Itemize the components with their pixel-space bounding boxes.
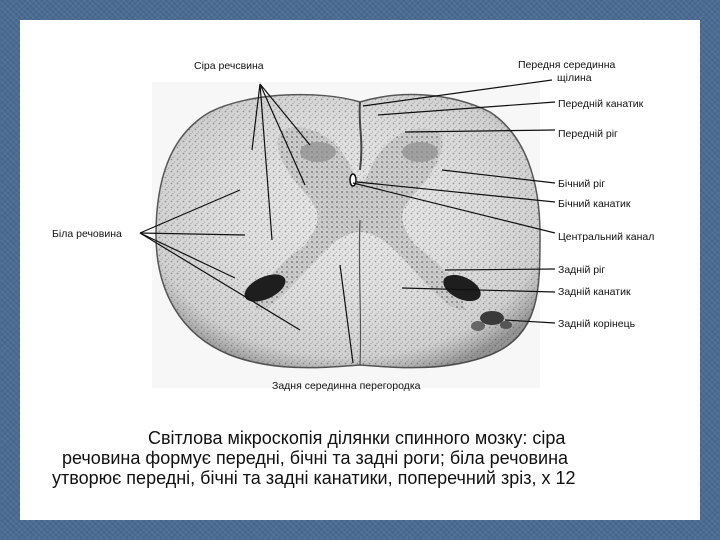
posterior-root [480,311,504,325]
caption-line-1: Світлова мікроскопія ділянки спинного мозку: сіра [148,428,566,448]
label-anterior-horn: Передній ріг [558,128,618,140]
label-anterior-median-fissure-2: щілина [557,72,592,84]
caption-line-2: речовина формує передні, бічні та задні роги; біла речовина [62,448,569,468]
label-posterior-horn: Задній ріг [558,264,606,276]
label-central-canal: Центральний канал [558,231,655,243]
label-lateral-funiculus: Бічний канатик [558,198,631,210]
label-grey-matter: Сіра речсвина [194,60,264,72]
label-posterior-root: Задній корінець [558,318,636,330]
spinal-cord-micrograph [20,20,700,420]
caption [50,428,690,488]
caption-line-3: утворює передні, бічні та задні канатики, поперечний зріз, х 12 [52,468,576,488]
central-canal [350,174,356,186]
label-anterior-median-fissure-1: Передня серединна [518,59,616,71]
label-anterior-funiculus: Передній канатик [558,98,644,110]
label-white-matter: Біла речовина [52,228,122,240]
label-lateral-horn: Бічний ріг [558,178,606,190]
slide [20,20,700,520]
label-posterior-median-septum: Задня серединна перегородка [272,380,421,392]
label-posterior-funiculus: Задній канатик [558,286,631,298]
